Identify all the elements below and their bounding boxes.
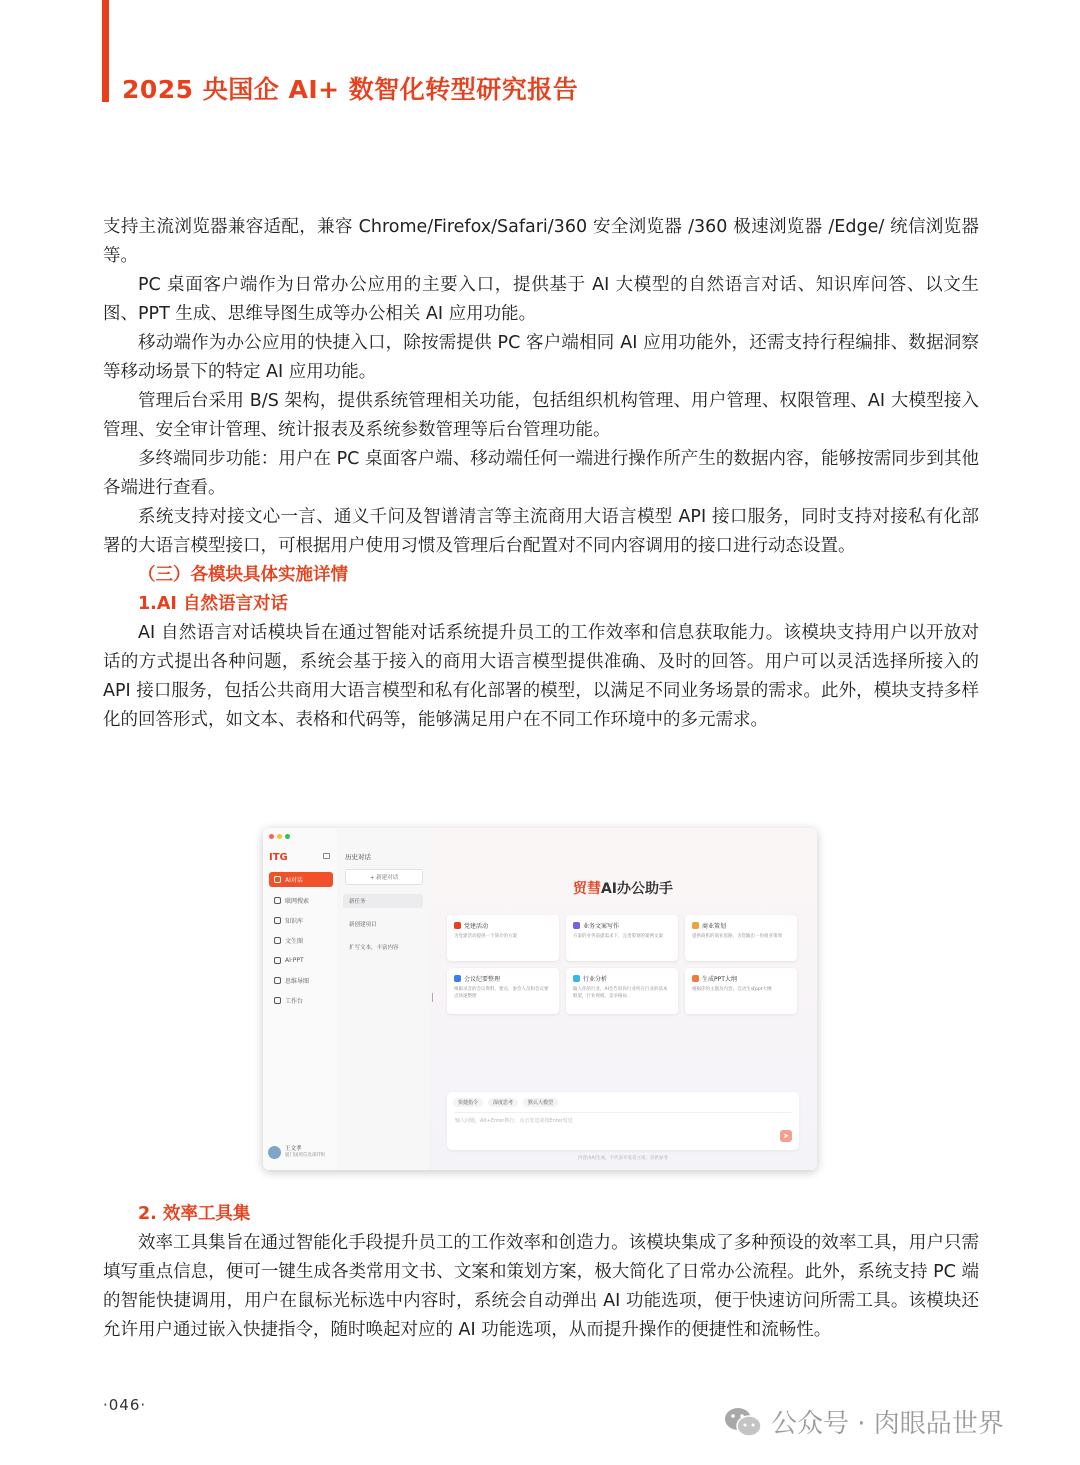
image-icon [274,937,281,944]
nav-label: 联网搜索 [285,897,310,905]
history-item[interactable]: 新任务 [343,894,423,908]
nav-label: AI对话 [285,877,303,884]
header-accent-bar [102,0,109,102]
nav-label: 文生图 [285,937,304,945]
chart-icon [573,975,580,982]
chat-icon [274,876,281,883]
paragraph-llm-api: 系统支持对接文心一言、通义千问及智谱清言等主流商用大语言模型 API 接口服务，同时支持对接私有化部署的大语言模型接口，可根据用户使用习惯及管理后台配置对不同内容调用的接口进行动态设置。 [103,507,979,556]
paragraph-sync: 多终端同步功能：用户在 PC 桌面客户端、移动端任何一端进行操作所产生的数据内容，能够按需同步到其他各端进行查看。 [103,449,979,498]
mindmap-icon [274,977,281,984]
prompt-cards [447,915,801,1014]
page-number: ·046· [103,1396,147,1414]
card-desc: 根据录音的会议资料，要点，参会人员和会议要点快速整理 [454,987,549,999]
model-select-chip[interactable]: 默认大模型 [523,1098,558,1107]
watermark [723,1403,1004,1440]
history-item[interactable]: 扩写文本，丰富内容 [349,945,399,951]
input-chips [453,1098,558,1107]
history-item[interactable]: 新创建项目 [349,922,377,928]
paragraph-efficiency-tools: 效率工具集旨在通过智能化手段提升员工的工作效率和创造力。该模块集成了多种预设的效率工具，用户只需填写重点信息，便可一键生成各类常用文书、文案和策划方案，极大简化了日常办公流程。此外，系统支持 PC 端的智能快捷调用，用户在鼠标光标选中内容时，系统会自动弹出 AI 功能选项，便于快速访问所需工具。该模块还允许用户通过嵌入快捷指令，随时唤起对应的 AI 功能选项，从而提升操作的便捷性和流畅性。 [103,1233,979,1340]
input-divider [454,1112,792,1113]
history-panel [337,828,430,1170]
nav-item-ai-ppt[interactable] [269,950,333,970]
panel-collapse-handle[interactable] [432,993,435,1002]
card-title: 商业策划 [702,923,727,930]
app-screenshot [263,828,817,1170]
card-desc: 输入你的行业，AI会告诉你行业所在行业的基本框架，行业规模，竞争格局 [573,987,668,999]
card-desc: 提供商机的商业思路，为您输出一份商业策划 [692,934,782,939]
app-nav [269,872,333,1010]
app-sidebar [263,828,338,1170]
book-icon [274,917,281,924]
nav-item-workbench[interactable] [269,990,333,1010]
chat-input[interactable]: 输入问题，Alt+Enter换行，点击发送或按Enter发送 [455,1118,573,1124]
card-desc: 为党建活动提供一个简介的方案 [454,934,517,939]
chat-main [429,828,817,1170]
new-chat-button[interactable]: + 新建对话 [345,869,423,885]
nav-item-knowledge-base[interactable] [269,910,333,930]
nav-item-ai-chat[interactable] [269,872,333,887]
card-desc: 根据你的主题及内容，自动生成ppt大纲 [692,987,772,992]
paragraph-pc-client: PC 桌面客户端作为日常办公应用的主要入口，提供基于 AI 大模型的自然语言对话、知识库问答、以文生图、PPT 生成、思维导图生成等办公相关 AI 应用功能。 [103,275,979,324]
pen-icon [573,922,580,929]
paragraph-nl-dialog: AI 自然语言对话模块旨在通过智能对话系统提升员工的工作效率和信息获取能力。该模块支持用户以开放对话的方式提出各种问题，系统会基于接入的商用大语言模型提供准确、及时的回答。用户可以灵活选择所接入的 API 接口服务，包括公共商用大语言模型和私有化部署的模型，以满足不同业务场景的需求。此外，模块支持多样化的回答形式，如文本、表格和代码等，能够满足用户在不同工作环境中的多元需求。 [103,623,979,730]
minimize-dot[interactable] [277,834,282,839]
prompt-card-party-building[interactable] [447,915,559,961]
assistant-brand: 贸彗 [572,881,601,897]
card-title: 会议纪要整理 [464,976,501,983]
card-title: 生成PPT大纲 [702,976,737,983]
app-logo: ITG [269,852,288,863]
deep-think-chip[interactable]: 深度思考 [488,1098,518,1107]
section-heading: （三）各模块具体实施详情 [138,565,348,585]
ai-disclaimer: 内容由AI生成，不代表开发者立场，仅供参考 [578,1156,668,1161]
body-text-lower [103,1200,979,1345]
history-title: 历史对话 [345,853,371,861]
user-profile[interactable] [268,1146,325,1159]
briefcase-icon [692,922,699,929]
nav-label: 知识库 [285,917,304,925]
prompt-card-business-plan[interactable] [685,915,797,961]
nav-item-mind-map[interactable] [269,970,333,990]
send-button[interactable] [780,1130,792,1142]
user-dept: 厦门国贸信息部IT组 [285,1153,326,1158]
card-title: 行业分析 [583,976,608,983]
avatar [268,1146,281,1159]
paragraph-admin: 管理后台采用 B/S 架构，提供系统管理相关功能，包括组织机构管理、用户管理、权限管理、AI 大模型接入管理、安全审计管理、统计报表及系统参数管理等后台管理功能。 [103,391,979,440]
subsection-heading-2: 2. 效率工具集 [138,1204,251,1224]
globe-icon [274,897,281,904]
monitor-icon [274,997,281,1004]
close-dot[interactable] [269,834,274,839]
nav-label: AI·PPT [285,956,304,964]
nav-label: 思维导图 [285,977,310,985]
send-icon: ➤ [783,1132,789,1140]
slides-icon [274,957,281,964]
watermark-text: 公众号 · 肉眼品世界 [771,1409,1004,1439]
user-name: 王文孝 [285,1146,302,1152]
paragraph-mobile: 移动端作为办公应用的快捷入口，除按需提供 PC 客户端相同 AI 应用功能外，还需支持行程编排、数据洞察等移动场景下的特定 AI 应用功能。 [103,333,979,382]
paragraph-browser-compat: 支持主流浏览器兼容适配，兼容 Chrome/Firefox/Safari/360 安全浏览器 /360 极速浏览器 /Edge/ 统信浏览器等。 [103,217,979,266]
card-desc: 方案的业务前提需求下，完善策划的案例文案 [573,934,663,939]
prompt-card-copywriting[interactable] [566,915,678,961]
report-title: 2025 央国企 AI+ 数智化转型研究报告 [122,75,579,104]
subsection-heading-1: 1.AI 自然语言对话 [138,594,288,614]
flag-icon [454,922,461,929]
nav-label: 工作台 [285,997,304,1005]
assistant-title-text: AI办公助手 [600,881,674,897]
prompt-card-industry-analysis[interactable] [566,968,678,1014]
assistant-title [429,878,817,898]
quick-command-chip[interactable]: 快捷指令 [453,1098,483,1107]
document-icon [454,975,461,982]
sidebar-toggle-icon[interactable] [323,853,330,859]
card-title: 业务文案写作 [583,923,620,930]
nav-item-web-search[interactable] [269,890,333,910]
card-title: 党建活动 [464,923,489,930]
prompt-card-ppt-outline[interactable] [685,968,797,1014]
window-controls [269,834,290,839]
chat-input-box [447,1092,799,1150]
prompt-card-meeting-notes[interactable] [447,968,559,1014]
presentation-icon [692,975,699,982]
wechat-icon [723,1405,763,1439]
body-text [103,213,979,735]
nav-item-text-to-image[interactable] [269,930,333,950]
maximize-dot[interactable] [285,834,290,839]
